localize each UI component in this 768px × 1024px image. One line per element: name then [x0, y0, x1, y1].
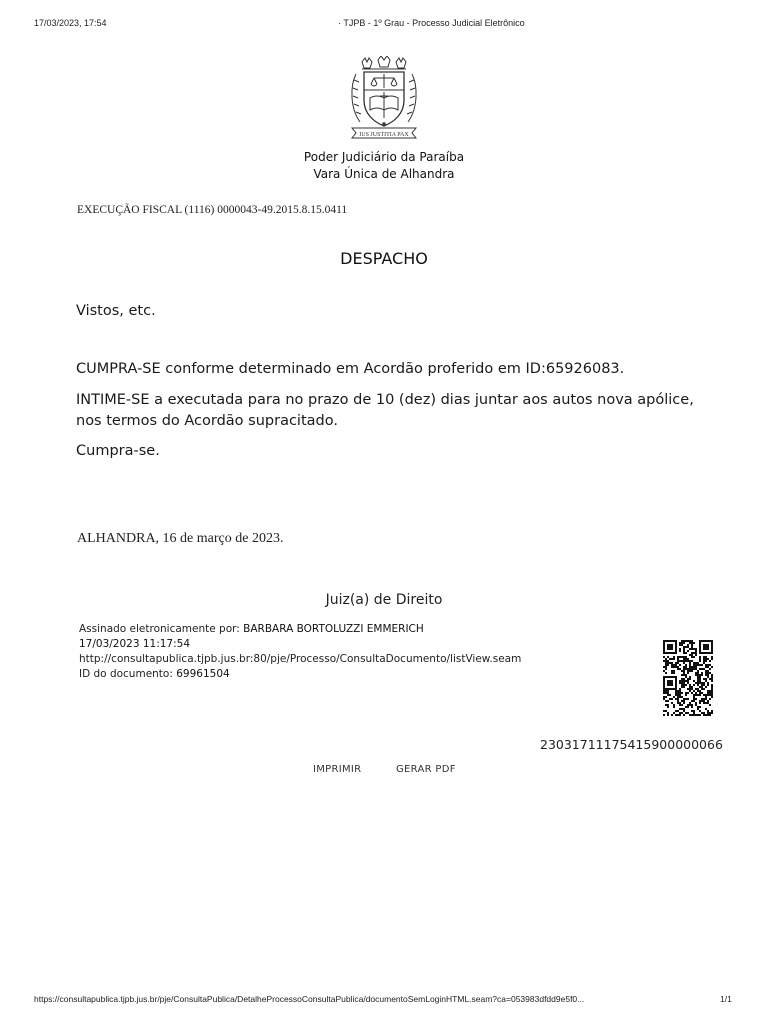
paragraph-intime-se-line1: INTIME-SE a executada para no prazo de 10 (dez) dias juntar aos autos nova apólice, — [76, 392, 694, 408]
generate-pdf-button[interactable]: GERAR PDF — [396, 764, 456, 775]
qr-code-icon — [663, 640, 713, 717]
signature-datetime: 17/03/2023 11:17:54 — [79, 638, 191, 650]
doc-id-label: ID do documento: — [79, 668, 173, 680]
barcode-number: 23031711175415900000066 — [540, 737, 723, 752]
print-page-number: 1/1 — [720, 994, 732, 1004]
paragraph-intime-se-line2: nos termos do Acordão supracitado. — [76, 413, 338, 429]
paragraph-cumpra-se-acordao: CUMPRA-SE conforme determinado em Acordão proferido em ID:65926083. — [76, 361, 625, 377]
doc-id-value: 69961504 — [176, 668, 230, 680]
verification-url[interactable]: http://consultapublica.tjpb.jus.br:80/pje/Processo/ConsultaDocumento/listView.seam — [79, 653, 522, 665]
signer-name: BARBARA BORTOLUZZI EMMERICH — [243, 623, 424, 635]
court-name: Poder Judiciário da Paraíba — [303, 150, 465, 164]
document-title: DESPACHO — [340, 249, 428, 268]
paragraph-vistos: Vistos, etc. — [76, 303, 156, 319]
print-page-title: · TJPB - 1º Grau - Processo Judicial Eletrônico — [338, 18, 525, 28]
signer-role: Juiz(a) de Direito — [325, 592, 443, 608]
place-date: ALHANDRA, 16 de março de 2023. — [77, 531, 284, 546]
coat-of-arms-icon — [346, 56, 422, 144]
print-footer-url: https://consultapublica.tjpb.jus.br/pje/ConsultaPublica/DetalheProcessoConsultaPublica/documentoSemLoginHTML.seam?ca=053983dfdd9e5f0... — [34, 994, 585, 1004]
print-datetime: 17/03/2023, 17:54 — [34, 18, 107, 28]
signature-label: Assinado eletronicamente por: — [79, 623, 240, 635]
print-button[interactable]: IMPRIMIR — [313, 764, 362, 775]
paragraph-cumpra-se: Cumpra-se. — [76, 443, 160, 459]
court-division: Vara Única de Alhandra — [313, 167, 455, 181]
case-reference: EXECUÇÃO FISCAL (1116) 0000043-49.2015.8.15.0411 — [77, 204, 348, 216]
emblem-motto: IUS JUSTITIA PAX — [359, 132, 409, 138]
signature-block — [79, 622, 521, 682]
